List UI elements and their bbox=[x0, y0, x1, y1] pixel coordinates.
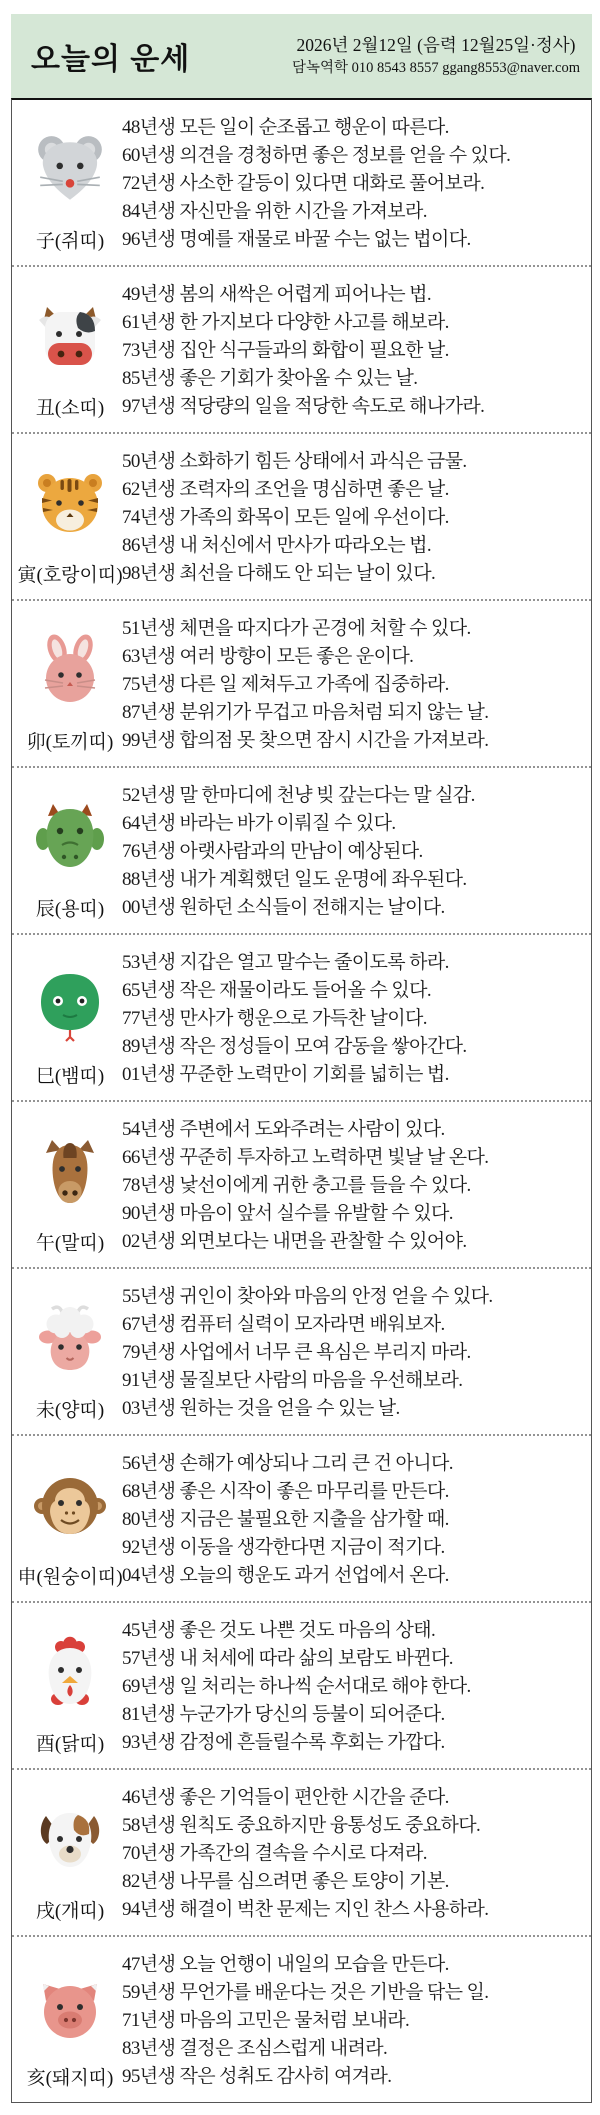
fortune-lines bbox=[122, 1282, 583, 1423]
zodiac-label-monkey: 申(원숭이띠) bbox=[17, 1567, 123, 1588]
fortune-line: 82년생 나무를 심으려면 좋은 토양이 기본. bbox=[122, 1871, 449, 1892]
fortune-line: 56년생 손해가 예상되나 그리 큰 건 아니다. bbox=[122, 1453, 453, 1474]
fortune-lines bbox=[122, 1616, 583, 1757]
fortune-line: 53년생 지갑은 열고 말수는 줄이도록 하라. bbox=[122, 952, 449, 973]
monkey-icon-column bbox=[18, 1449, 122, 1590]
fortune-lines bbox=[122, 1449, 583, 1590]
fortune-line: 46년생 좋은 기억들이 편안한 시간을 준다. bbox=[122, 1787, 449, 1808]
zodiac-section-sheep bbox=[12, 1269, 591, 1436]
date-line: 2026년 2월12일 (음력 12월25일·정사) bbox=[296, 34, 576, 55]
fortune-line: 90년생 마음이 앞서 실수를 유발할 수 있다. bbox=[122, 1203, 453, 1224]
fortune-line: 99년생 합의점 못 찾으면 잠시 시간을 가져보라. bbox=[122, 730, 489, 751]
fortune-line: 69년생 일 처리는 하나씩 순서대로 해야 한다. bbox=[122, 1676, 471, 1697]
horse-icon-column bbox=[18, 1115, 122, 1256]
fortune-line: 73년생 집안 식구들과의 화합이 필요한 날. bbox=[122, 340, 449, 361]
fortune-line: 78년생 낯선이에게 귀한 충고를 들을 수 있다. bbox=[122, 1175, 471, 1196]
fortune-line: 04년생 오늘의 행운도 과거 선업에서 온다. bbox=[122, 1565, 449, 1586]
zodiac-label-snake: 巳(뱀띠) bbox=[35, 1066, 105, 1087]
fortune-lines bbox=[122, 1950, 583, 2091]
zodiac-section-pig bbox=[12, 1937, 591, 2102]
dragon-icon bbox=[33, 781, 107, 894]
fortune-line: 72년생 사소한 갈등이 있다면 대화로 풀어보라. bbox=[122, 173, 485, 194]
fortune-line: 52년생 말 한마디에 천냥 빚 갚는다는 말 실감. bbox=[122, 785, 475, 806]
zodiac-section-dragon bbox=[12, 768, 591, 935]
fortune-line: 91년생 물질보단 사람의 마음을 우선해보라. bbox=[122, 1370, 463, 1391]
ox-icon bbox=[33, 280, 107, 393]
fortune-line: 70년생 가족간의 결속을 수시로 다져라. bbox=[122, 1843, 427, 1864]
fortune-line: 94년생 해결이 벅찬 문제는 지인 찬스 사용하라. bbox=[122, 1899, 489, 1920]
rooster-icon-column bbox=[18, 1616, 122, 1757]
rabbit-icon-column bbox=[18, 614, 122, 755]
fortune-line: 84년생 자신만을 위한 시간을 가져보라. bbox=[122, 201, 427, 222]
rabbit-icon bbox=[33, 614, 107, 727]
tiger-icon bbox=[33, 447, 107, 560]
zodiac-section-snake bbox=[12, 935, 591, 1102]
pig-icon bbox=[33, 1950, 107, 2063]
zodiac-section-ox bbox=[12, 267, 591, 434]
fortune-lines bbox=[122, 948, 583, 1089]
fortune-line: 02년생 외면보다는 내면을 관찰할 수 있어야. bbox=[122, 1231, 467, 1252]
fortune-line: 80년생 지금은 불필요한 지출을 삼가할 때. bbox=[122, 1509, 449, 1530]
zodiac-label-dragon: 辰(용띠) bbox=[35, 899, 105, 920]
fortune-line: 54년생 주변에서 도와주려는 사람이 있다. bbox=[122, 1119, 445, 1140]
rooster-icon bbox=[33, 1616, 107, 1729]
fortune-line: 63년생 여러 방향이 모든 좋은 운이다. bbox=[122, 646, 414, 667]
tiger-icon-column bbox=[18, 447, 122, 588]
fortune-line: 89년생 작은 정성들이 모여 감동을 쌓아간다. bbox=[122, 1036, 467, 1057]
zodiac-list bbox=[11, 98, 592, 2103]
fortune-line: 59년생 무언가를 배운다는 것은 기반을 닦는 일. bbox=[122, 1982, 489, 2003]
sheep-icon bbox=[33, 1282, 107, 1395]
fortune-line: 65년생 작은 재물이라도 들어올 수 있다. bbox=[122, 980, 432, 1001]
contact-line: 담녹역학 010 8543 8557 ggang8553@naver.com bbox=[291, 60, 580, 77]
zodiac-label-rooster: 酉(닭띠) bbox=[35, 1734, 105, 1755]
fortune-line: 48년생 모든 일이 순조롭고 행운이 따른다. bbox=[122, 117, 449, 138]
zodiac-label-horse: 午(말띠) bbox=[35, 1233, 105, 1254]
fortune-line: 85년생 좋은 기회가 찾아올 수 있는 날. bbox=[122, 368, 418, 389]
fortune-sheet bbox=[11, 14, 592, 2103]
sheep-icon-column bbox=[18, 1282, 122, 1423]
fortune-line: 75년생 다른 일 제쳐두고 가족에 집중하라. bbox=[122, 674, 449, 695]
zodiac-label-dog: 戌(개띠) bbox=[35, 1901, 105, 1922]
fortune-line: 88년생 내가 계획했던 일도 운명에 좌우된다. bbox=[122, 869, 467, 890]
fortune-line: 96년생 명예를 재물로 바꿀 수는 없는 법이다. bbox=[122, 229, 471, 250]
pig-icon-column bbox=[18, 1950, 122, 2091]
fortune-line: 81년생 누군가가 당신의 등불이 되어준다. bbox=[122, 1704, 445, 1725]
fortune-lines bbox=[122, 781, 583, 922]
page-title: 오늘의 운세 bbox=[31, 43, 191, 76]
fortune-line: 92년생 이동을 생각한다면 지금이 적기다. bbox=[122, 1537, 445, 1558]
fortune-lines bbox=[122, 1783, 583, 1924]
zodiac-section-rat bbox=[12, 100, 591, 267]
fortune-line: 79년생 사업에서 너무 큰 욕심은 부리지 마라. bbox=[122, 1342, 471, 1363]
masthead bbox=[11, 14, 592, 98]
fortune-lines bbox=[122, 113, 583, 254]
horse-icon bbox=[33, 1115, 107, 1228]
fortune-line: 93년생 감정에 흔들릴수록 후회는 가깝다. bbox=[122, 1732, 445, 1753]
fortune-line: 68년생 좋은 시작이 좋은 마무리를 만든다. bbox=[122, 1481, 449, 1502]
fortune-lines bbox=[122, 280, 583, 421]
fortune-line: 58년생 원칙도 중요하지만 융통성도 중요하다. bbox=[122, 1815, 481, 1836]
fortune-line: 74년생 가족의 화목이 모든 일에 우선이다. bbox=[122, 507, 449, 528]
fortune-line: 57년생 내 처세에 따라 삶의 보람도 바뀐다. bbox=[122, 1648, 453, 1669]
zodiac-label-rat: 子(쥐띠) bbox=[35, 231, 105, 252]
zodiac-section-dog bbox=[12, 1770, 591, 1937]
rat-icon-column bbox=[18, 113, 122, 254]
fortune-line: 83년생 결정은 조심스럽게 내려라. bbox=[122, 2038, 388, 2059]
fortune-line: 51년생 체면을 따지다가 곤경에 처할 수 있다. bbox=[122, 618, 471, 639]
fortune-line: 45년생 좋은 것도 나쁜 것도 마음의 상태. bbox=[122, 1620, 436, 1641]
zodiac-section-monkey bbox=[12, 1436, 591, 1603]
fortune-line: 61년생 한 가지보다 다양한 사고를 해보라. bbox=[122, 312, 449, 333]
fortune-lines bbox=[122, 1115, 583, 1256]
fortune-line: 77년생 만사가 행운으로 가득찬 날이다. bbox=[122, 1008, 427, 1029]
zodiac-label-tiger: 寅(호랑이띠) bbox=[17, 565, 123, 586]
zodiac-section-rabbit bbox=[12, 601, 591, 768]
fortune-line: 55년생 귀인이 찾아와 마음의 안정 얻을 수 있다. bbox=[122, 1286, 493, 1307]
fortune-line: 03년생 원하는 것을 얻을 수 있는 날. bbox=[122, 1398, 400, 1419]
masthead-right bbox=[292, 33, 592, 79]
zodiac-label-sheep: 未(양띠) bbox=[35, 1400, 105, 1421]
monkey-icon bbox=[33, 1449, 107, 1562]
ox-icon-column bbox=[18, 280, 122, 421]
fortune-line: 00년생 원하던 소식들이 전해지는 날이다. bbox=[122, 897, 445, 918]
fortune-line: 76년생 아랫사람과의 만남이 예상된다. bbox=[122, 841, 423, 862]
zodiac-label-rabbit: 卯(토끼띠) bbox=[26, 732, 114, 753]
zodiac-label-pig: 亥(돼지띠) bbox=[26, 2068, 114, 2089]
snake-icon bbox=[33, 948, 107, 1061]
snake-icon-column bbox=[18, 948, 122, 1089]
fortune-line: 62년생 조력자의 조언을 명심하면 좋은 날. bbox=[122, 479, 449, 500]
fortune-lines bbox=[122, 447, 583, 588]
fortune-line: 98년생 최선을 다해도 안 되는 날이 있다. bbox=[122, 563, 436, 584]
fortune-line: 66년생 꾸준히 투자하고 노력하면 빛날 날 온다. bbox=[122, 1147, 489, 1168]
fortune-lines bbox=[122, 614, 583, 755]
fortune-line: 97년생 적당량의 일을 적당한 속도로 해나가라. bbox=[122, 396, 485, 417]
fortune-line: 67년생 컴퓨터 실력이 모자라면 배워보자. bbox=[122, 1314, 445, 1335]
rat-icon bbox=[32, 113, 108, 226]
fortune-line: 86년생 내 처신에서 만사가 따라오는 법. bbox=[122, 535, 432, 556]
fortune-line: 87년생 분위기가 무겁고 마음처럼 되지 않는 날. bbox=[122, 702, 489, 723]
fortune-line: 49년생 봄의 새싹은 어렵게 피어나는 법. bbox=[122, 284, 432, 305]
zodiac-section-tiger bbox=[12, 434, 591, 601]
zodiac-section-horse bbox=[12, 1102, 591, 1269]
fortune-line: 64년생 바라는 바가 이뤄질 수 있다. bbox=[122, 813, 396, 834]
fortune-line: 47년생 오늘 언행이 내일의 모습을 만든다. bbox=[122, 1954, 449, 1975]
fortune-line: 60년생 의견을 경청하면 좋은 정보를 얻을 수 있다. bbox=[122, 145, 511, 166]
zodiac-section-rooster bbox=[12, 1603, 591, 1770]
fortune-line: 71년생 마음의 고민은 물처럼 보내라. bbox=[122, 2010, 410, 2031]
dog-icon-column bbox=[18, 1783, 122, 1924]
dog-icon bbox=[33, 1783, 107, 1896]
dragon-icon-column bbox=[18, 781, 122, 922]
fortune-line: 50년생 소화하기 힘든 상태에서 과식은 금물. bbox=[122, 451, 467, 472]
zodiac-label-ox: 丑(소띠) bbox=[35, 398, 105, 419]
fortune-line: 01년생 꾸준한 노력만이 기회를 넓히는 법. bbox=[122, 1064, 449, 1085]
fortune-line: 95년생 작은 성취도 감사히 여겨라. bbox=[122, 2066, 392, 2087]
